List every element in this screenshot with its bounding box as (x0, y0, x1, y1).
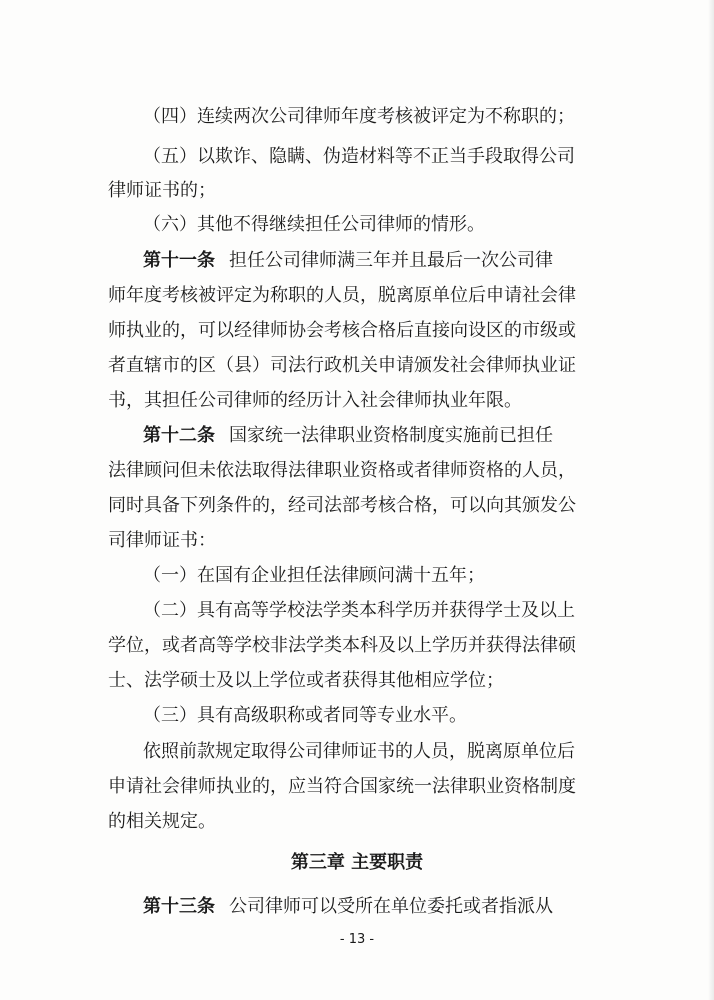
text-line: 司律师证书： (108, 530, 216, 551)
text-line: 担任公司律师满三年并且最后一次公司律 (229, 250, 553, 271)
text-line: 法律顾问但未依法取得法律职业资格或者律师资格的人员， (108, 460, 576, 481)
text-line: 学位，或者高等学校非法学类本科及以上学历并获得法律硕 (108, 635, 576, 656)
text-line: 律师证书的； (108, 180, 216, 201)
text-line: 申请社会律师执业的，应当符合国家统一法律职业资格制度 (108, 776, 576, 797)
text-line: 士、法学硕士及以上学位或者获得其他相应学位； (108, 670, 504, 691)
text-line: （三）具有高级职称或者同等专业水平。 (143, 705, 467, 726)
article-line (143, 250, 553, 272)
text-line: （一）在国有企业担任法律顾问满十五年； (143, 565, 485, 586)
text-line: 师执业的，可以经律师协会考核合格后直接向设区的市级或 (108, 320, 576, 341)
article-number: 第十三条 (143, 896, 215, 917)
text-line: 公司律师可以受所在单位委托或者指派从 (229, 896, 553, 917)
article-number: 第十二条 (143, 425, 215, 446)
text-line: 的相关规定。 (108, 811, 216, 832)
text-line: 书，其担任公司律师的经历计入社会律师执业年限。 (108, 390, 522, 411)
text-line: 者直辖市的区（县）司法行政机关申请颁发社会律师执业证 (108, 355, 576, 376)
text-line: （五）以欺诈、隐瞒、伪造材料等不正当手段取得公司 (143, 146, 575, 167)
article-number: 第十一条 (143, 250, 215, 271)
text-line: 依照前款规定取得公司律师证书的人员，脱离原单位后 (143, 741, 575, 762)
page-number: - 13 - (339, 932, 375, 947)
text-line: 同时具备下列条件的，经司法部考核合格，可以向其颁发公 (108, 495, 576, 516)
chapter-heading: 第三章 主要职责 (290, 852, 424, 873)
text-line: 师年度考核被评定为称职的人员，脱离原单位后申请社会律 (108, 285, 576, 306)
text-line: （六）其他不得继续担任公司律师的情形。 (143, 214, 485, 235)
article-line (143, 896, 553, 918)
scan-edge-shadow (708, 0, 714, 1000)
text-line: 国家统一法律职业资格制度实施前已担任 (229, 425, 553, 446)
text-line: （二）具有高等学校法学类本科学历并获得学士及以上 (143, 600, 575, 621)
text-line: （四）连续两次公司律师年度考核被评定为不称职的； (143, 106, 575, 127)
article-line (143, 425, 553, 447)
